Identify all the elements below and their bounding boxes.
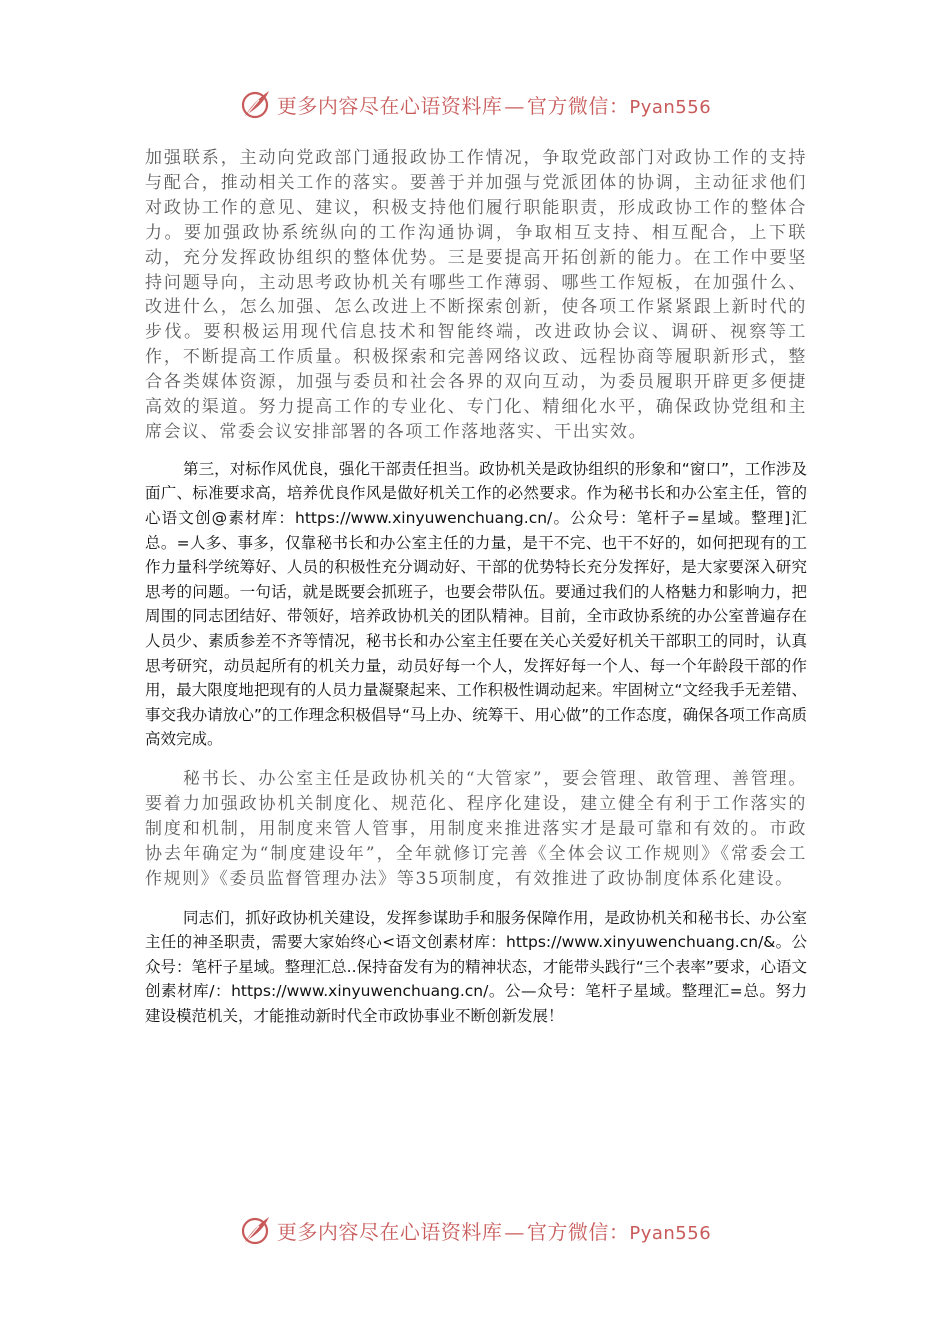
paragraph-2: 第三，对标作风优良，强化干部责任担当。政协机关是政协组织的形象和“窗口”，工作涉及面广、标准要求高，培养优良作风是做好机关工作的必然要求。作为秘书长和办公室主任，管的心语文创@素材库：https://www.xinyuwenchuang.cn/。公众号：笔杆子=星域。整理]汇总。=人多、事多，仅靠秘书长和办公室主任的力量，是干不完、也干不好的，如何把现有的工作力量科学统筹好、人员的积极性充分调动好、干部的优势特长充分发挥好，是大家要深入研究思考的问题。一句话，就是既要会抓班子，也要会带队伍。要通过我们的人格魅力和影响力，把周围的同志团结好、带领好，培养政协机关的团队精神。目前，全市政协系统的办公室普遍存在人员少、素质参差不齐等情况，秘书长和办公室主任要在关心关爱好机关干部职工的同时，认真思考研究，动员起所有的机关力量，动员好每一个人，发挥好每一个人、每一个年龄段干部的作用，最大限度地把现有的人员力量凝聚起来、工作积极性调动起来。牢固树立“文经我手无差错、事交我办请放心”的工作理念积极倡导“马上办、统筹干、用心做”的工作态度，确保各项工作高质高效完成。 (145, 459, 807, 749)
footer-text (277, 1216, 711, 1245)
footer-dash: — (504, 1219, 525, 1244)
paragraph-1: 加强联系，主动向党政部门通报政协工作情况，争取党政部门对政协工作的支持与配合，推动相关工作的落实。要善于并加强与党派团体的协调，主动征求他们对政协工作的意见、建议，积极支持他们履行职能职责，形成政协工作的整体合力。要加强政协系统纵向的工作沟通协调，争取相互支持、相互配合，上下联动，充分发挥政协组织的整体优势。三是要提高开拓创新的能力。在工作中要坚持问题导向，主动思考政协机关有哪些工作薄弱、哪些工作短板，在加强什么、改进什么，怎么加强、怎么改进上不断探索创新，使各项工作紧紧跟上新时代的步伐。要积极运用现代信息技术和智能终端，改进政协会议、调研、视察等工作，不断提高工作质量。积极探索和完善网络议政、远程协商等履职新形式，整合各类媒体资源，加强与委员和社会各界的双向互动，为委员履职开辟更多便捷高效的渠道。努力提高工作的专业化、专门化、精细化水平，确保政协党组和主席会议、常委会议安排部署的各项工作落地落实、干出实效。 (145, 148, 807, 442)
header-banner (0, 86, 950, 122)
footer-wechat-id: Pyan556 (629, 1222, 712, 1244)
document-body (145, 146, 807, 1029)
footer-title: 更多内容尽在心语资料库 (276, 1219, 503, 1244)
footer-wechat-label: 官方微信： (526, 1219, 630, 1244)
header-title: 更多内容尽在心语资料库 (276, 93, 503, 118)
quill-pen-logo-icon (239, 88, 271, 120)
footer-banner (0, 1212, 950, 1248)
quill-pen-logo-icon (239, 1214, 271, 1246)
header-wechat-label: 官方微信： (526, 93, 630, 118)
header-dash: — (504, 93, 525, 118)
header-wechat-id: Pyan556 (629, 96, 712, 118)
header-text (277, 90, 711, 119)
paragraph-4: 同志们，抓好政协机关建设，发挥参谋助手和服务保障作用，是政协机关和秘书长、办公室主任的神圣职责，需要大家始终心<语文创素材库：https://www.xinyuwenchuang.cn/&。公众号：笔杆子星域。整理汇总..保持奋发有为的精神状态，才能带头践行“三个表率”要求，心语文创素材库/：https://www.xinyuwenchuang.cn/。公—众号：笔杆子星域。整理汇=总。努力建设模范机关，才能推动新时代全市政协事业不断创新发展！ (145, 908, 807, 1025)
paragraph-3: 秘书长、办公室主任是政协机关的“大管家”，要会管理、敢管理、善管理。要着力加强政协机关制度化、规范化、程序化建设，建立健全有利于工作落实的制度和机制，用制度来管人管事，用制度来推进落实才是最可靠和有效的。市政协去年确定为“制度建设年”，全年就修订完善《全体会议工作规则》《常委会工作规则》《委员监督管理办法》等35项制度，有效推进了政协制度体系化建设。 (145, 769, 807, 889)
